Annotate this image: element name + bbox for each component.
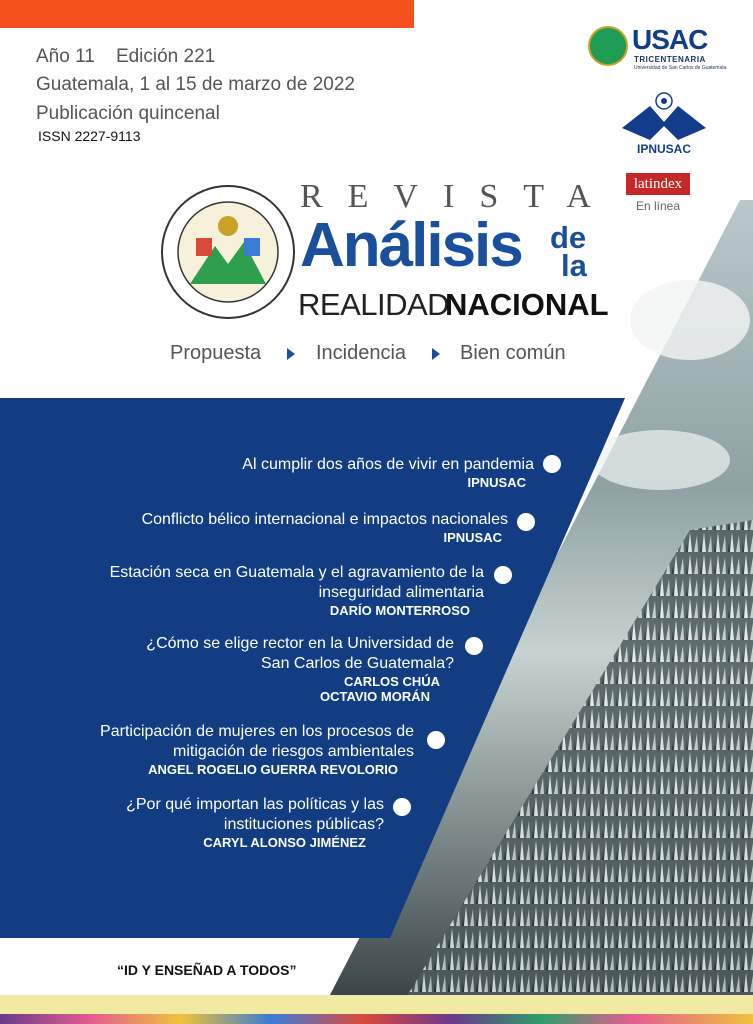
ipnusac-logo-text: IPNUSAC	[636, 142, 691, 156]
issue-frequency: Publicación quincenal	[36, 103, 220, 124]
article-title: Conflicto bélico internacional e impactos nacionales	[141, 511, 508, 528]
article-title: inseguridad alimentaria	[318, 584, 484, 601]
masthead-revista: REVISTA	[300, 178, 616, 215]
article-title: San Carlos de Guatemala?	[261, 655, 454, 672]
bullet-dot-icon	[427, 731, 445, 749]
bullet-dot-icon	[543, 455, 561, 473]
bullet-dot-icon	[494, 566, 512, 584]
article-author: CARYL ALONSO JIMÉNEZ	[203, 835, 366, 850]
ipnusac-logo	[620, 92, 708, 162]
latindex-subtext: En línea	[636, 199, 681, 213]
article-item[interactable]	[60, 634, 454, 704]
issue-year: Año 11	[36, 46, 95, 67]
article-item[interactable]	[30, 722, 414, 777]
article-title: ¿Cómo se elige rector en la Universidad de	[146, 635, 454, 652]
usac-university-seal	[160, 184, 296, 320]
usac-subline: Universidad de San Carlos de Guatemala	[634, 65, 727, 71]
arrow-right-icon	[287, 348, 295, 360]
masthead-la: la	[561, 248, 587, 283]
tagline-incidencia: Incidencia	[316, 342, 407, 364]
tagline-bien-comun: Bien común	[460, 342, 566, 364]
masthead-analisis: Análisis	[300, 211, 522, 280]
masthead-realidad: REALIDAD	[298, 287, 450, 322]
article-title: Estación seca en Guatemala y el agravamiento de la	[109, 564, 484, 581]
article-title: instituciones públicas?	[223, 816, 384, 833]
article-title: Al cumplir dos años de vivir en pandemia	[242, 456, 534, 473]
issue-date: Guatemala, 1 al 15 de marzo de 2022	[36, 74, 355, 95]
article-author: ANGEL ROGELIO GUERRA REVOLORIO	[148, 762, 398, 777]
article-item[interactable]	[100, 455, 534, 490]
bullet-dot-icon	[517, 513, 535, 531]
textile-pattern-strip	[0, 1014, 753, 1024]
article-item[interactable]	[40, 563, 484, 618]
masthead-de: de	[550, 220, 587, 255]
article-title: ¿Por qué importan las políticas y las	[126, 796, 384, 813]
masthead-nacional: NACIONAL	[445, 287, 609, 322]
article-author: OCTAVIO MORÁN	[319, 689, 430, 704]
university-motto: “ID Y ENSEÑAD A TODOS”	[117, 962, 297, 978]
arrow-right-icon	[432, 348, 440, 360]
footer-band	[0, 995, 753, 1015]
usac-tagline: TRICENTENARIA	[634, 55, 706, 64]
article-title: mitigación de riesgos ambientales	[172, 743, 414, 760]
article-title: Participación de mujeres en los procesos de	[100, 723, 414, 740]
bullet-dot-icon	[393, 798, 411, 816]
article-author: DARÍO MONTERROSO	[329, 603, 470, 618]
article-item[interactable]	[60, 795, 384, 850]
top-accent-bar	[0, 0, 414, 28]
usac-logo	[588, 24, 727, 72]
bullet-dot-icon	[465, 637, 483, 655]
article-author: IPNUSAC	[467, 475, 526, 490]
issue-line	[36, 46, 215, 68]
article-author: CARLOS CHÚA	[343, 674, 440, 689]
usac-logo-text: USAC	[632, 24, 708, 55]
article-author: IPNUSAC	[443, 530, 502, 545]
article-item[interactable]	[60, 510, 508, 545]
issue-edition: Edición 221	[115, 46, 216, 67]
issn-number: ISSN 2227-9113	[38, 128, 141, 144]
ipnusac-emblem-icon	[620, 92, 708, 142]
latindex-logo: latindex	[626, 173, 690, 195]
usac-seal-icon	[588, 26, 628, 66]
tagline-propuesta: Propuesta	[170, 342, 262, 364]
